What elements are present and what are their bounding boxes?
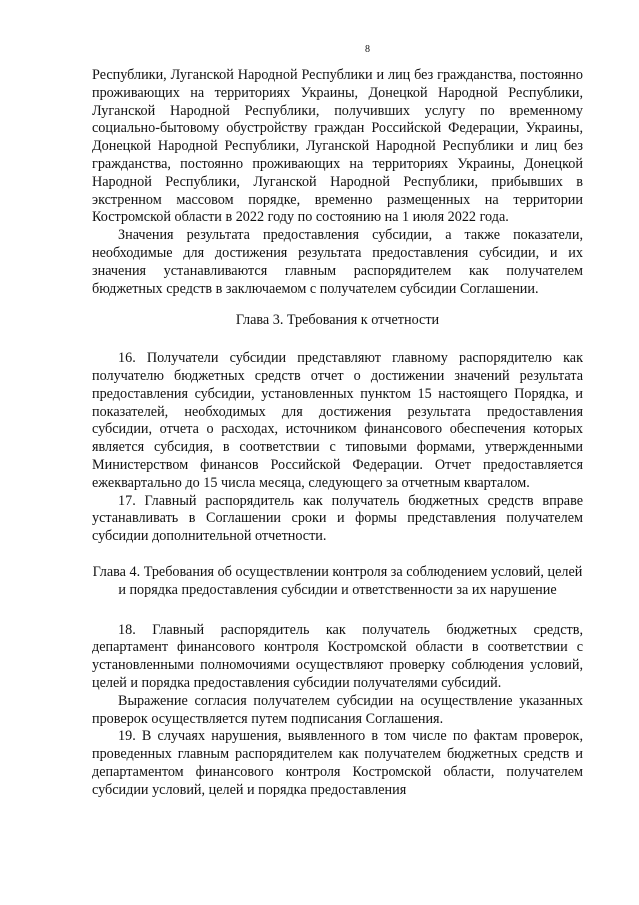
chapter-4-heading: Глава 4. Требования об осуществлении контроля за соблюдением условий, целей и порядка предоставления субсидии и ответственности за их нарушение: [92, 563, 583, 598]
paragraph-16: 16. Получатели субсидии представляют главному распорядителю как получателю бюджетных средств отчет о достижении значений результата предоставления субсидии, установленных пунктом 15 настоящего Порядка, и показателей, необходимых для достижения результата предоставления субсидии, отчета о расходах, источником финансового обеспечения которых является субсидия, в соответствии с типовыми формами, утвержденными Министерством финансов Российской Федерации. Отчет предоставляется ежеквартально до 15 числа месяца, следующего за отчетным кварталом.: [92, 350, 583, 491]
paragraph-17: 17. Главный распорядитель как получатель бюджетных средств вправе устанавливать в Соглашении сроки и формы представления получателем субсидии дополнительной отчетности.: [92, 492, 583, 545]
paragraph-consent: Выражение согласия получателем субсидии на осуществление указанных проверок осуществляется путем подписания Соглашения.: [92, 692, 583, 727]
chapter-3-heading: Глава 3. Требования к отчетности: [235, 312, 440, 329]
paragraph-19: 19. В случаях нарушения, выявленного в том числе по фактам проверок, проведенных главным распорядителем как получателем бюджетных средств и департаментом финансового контроля Костромской области, получателем субсидии условий, целей и порядка предоставления: [92, 728, 583, 798]
page-number: 8: [365, 44, 370, 55]
paragraph-continuation: Республики, Луганской Народной Республики и лиц без гражданства, постоянно проживающих на территориях Украины, Донецкой Народной Республики, Луганской Народной Республики, получивших услугу по временному социально-бытовому обустройству граждан Российской Федерации, Украины, Донецкой Народной Республики, Луганской Народной Республики и лиц без гражданства, постоянно проживающих на территориях Украины, Донецкой Народной Республики, Луганской Народной Республики, прибывших в экстренном массовом порядке, временно размещенных на территории Костромской области в 2022 году по состоянию на 1 июля 2022 года.: [92, 67, 583, 226]
paragraph-18: 18. Главный распорядитель как получатель бюджетных средств, департамент финансового контроля Костромской области в соответствии с установленными полномочиями осуществляют проверку соблюдения условий, целей и порядка предоставления субсидии получателями субсидий.: [92, 621, 583, 691]
paragraph-result-values: Значения результата предоставления субсидии, а также показатели, необходимые для достижения результата предоставления субсидии, и их значения устанавливаются главным распорядителем как получателем бюджетных средств в заключаемом с получателем субсидии Соглашении.: [92, 227, 583, 297]
